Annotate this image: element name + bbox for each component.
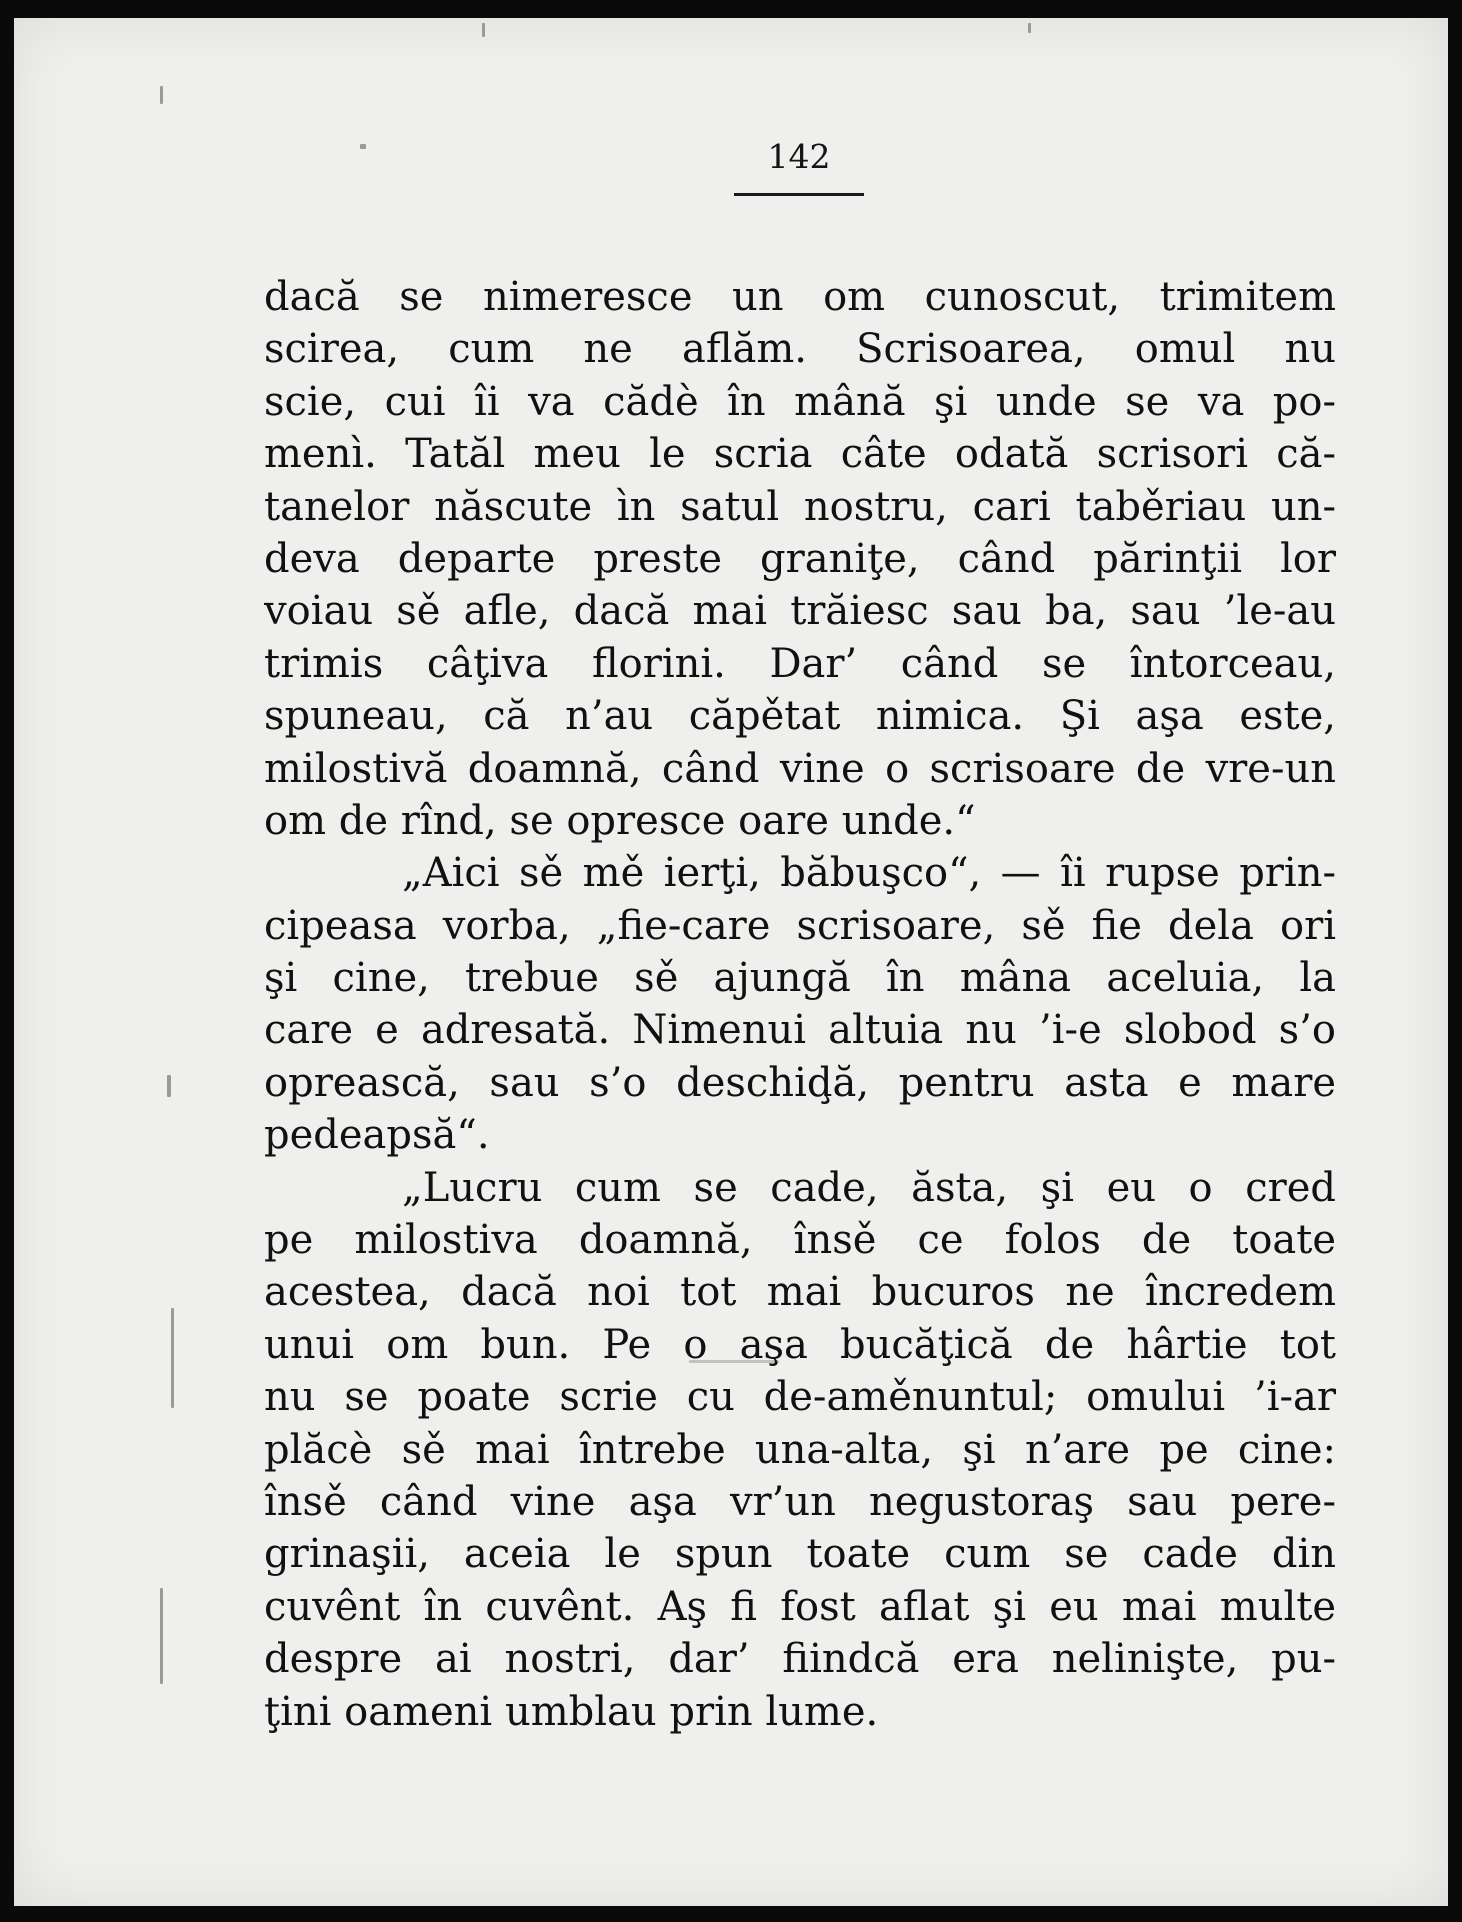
text-line: trimis câţiva florini. Dar’ când se întorceau, xyxy=(264,640,1336,687)
scan-speck xyxy=(171,1308,174,1408)
text-line: cipeasa vorba, „fie-care scrisoare, sě fie dela ori xyxy=(264,902,1336,949)
text-line: nu se poate scrie cu de-aměnuntul; omului ’i-ar xyxy=(264,1374,1336,1421)
text-line: care e adresată. Nimenui altuia nu ’i-e slobod s’o xyxy=(264,1007,1336,1054)
text-line: grinaşii, aceia le spun toate cum se cade din xyxy=(264,1531,1336,1578)
paragraph-end-line: om de rînd, se opresce oare unde.“ xyxy=(264,797,976,844)
text-line: tanelor născute ìn satul nostru, cari taběriau un- xyxy=(264,483,1336,530)
text-line: şi cine, trebue sě ajungă în mâna aceluia, la xyxy=(264,955,1336,1002)
scan-speck xyxy=(160,86,163,104)
scan-speck xyxy=(482,23,485,37)
text-line: însě când vine aşa vr’un negustoraş sau pere- xyxy=(264,1478,1336,1525)
text-line: despre ai nostri, dar’ fiindcă era neliniştе, pu- xyxy=(264,1636,1336,1683)
scan-speck xyxy=(167,1075,171,1097)
page-number: 142 xyxy=(767,137,831,176)
paragraph-start-line: „Lucru cum se cade, ăsta, şi eu o cred xyxy=(402,1164,1336,1211)
text-line: plăcè sě mai întrebe una-alta, şi n’are pe cine: xyxy=(264,1426,1336,1473)
scanned-page xyxy=(14,18,1448,1906)
scan-speck xyxy=(1028,23,1031,33)
text-line: menì. Tatăl meu le scria câte odată scrisori că- xyxy=(264,431,1336,478)
body-text xyxy=(264,271,1336,1738)
text-line: spuneau, că n’au căpětat nimica. Şi aşa este, xyxy=(264,693,1336,740)
paragraph-start-line: „Aici sě mě ierţi, băbuşco“, — îi rupse prin- xyxy=(402,850,1336,897)
text-line: scirea, cum ne aflăm. Scrisoarea, omul nu xyxy=(264,326,1336,373)
text-line: milostivă doamnă, când vine o scrisoare de vre-un xyxy=(264,745,1336,792)
page-number-rule xyxy=(734,193,864,196)
text-line: acestea, dacă noi tot mai bucuros ne încredem xyxy=(264,1269,1336,1316)
text-line: scie, cui îi va cădè în mână şi unde se va po- xyxy=(264,378,1336,425)
paragraph-end-line: ţini oameni umblau prin lume. xyxy=(264,1688,879,1735)
text-line: cuvênt în cuvênt. Aş fi fost aflat şi eu mai multe xyxy=(264,1583,1336,1630)
text-line: voiau sě afle, dacă mai trăiesc sau ba, sau ’le-au xyxy=(264,588,1336,635)
text-line: dacă se nimeresce un om cunoscut, trimitem xyxy=(264,274,1336,320)
text-line: deva departe preste graniţe, când părinţii lor xyxy=(264,535,1336,582)
text-line: pe milostiva doamnă, însě ce folos de toate xyxy=(264,1217,1336,1264)
paragraph-end-line: pedeapsă“. xyxy=(264,1112,490,1159)
text-line: oprească, sau s’o deschiḑă, pentru asta e mare xyxy=(264,1059,1336,1106)
text-line: unui om bun. Pe o aşa bucăţică de hârtie tot xyxy=(264,1321,1336,1368)
scan-speck xyxy=(160,1588,163,1684)
scan-speck xyxy=(360,144,366,149)
